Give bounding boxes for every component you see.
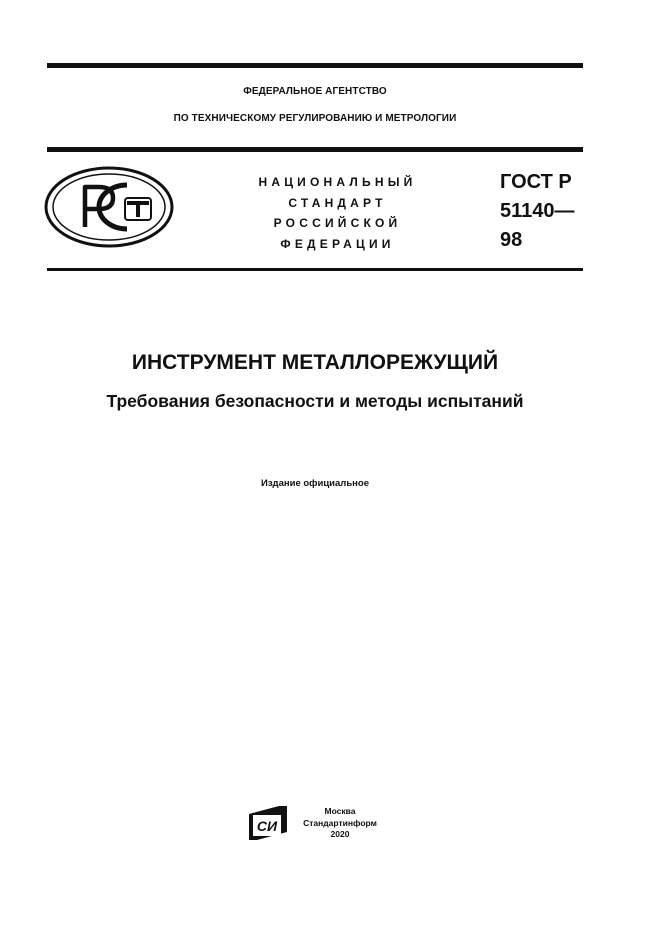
- top-rule: [47, 63, 583, 68]
- standard-designation: [500, 168, 575, 255]
- designation-line2: 51140—: [500, 200, 575, 222]
- agency-name-line2: ПО ТЕХНИЧЕСКОМУ РЕГУЛИРОВАНИЮ И МЕТРОЛОГИИ: [173, 113, 457, 124]
- standard-type-line4: ФЕДЕРАЦИИ: [280, 236, 395, 251]
- publisher-city: Москва: [324, 806, 356, 816]
- standard-type-line1: НАЦИОНАЛЬНЫЙ: [258, 175, 417, 189]
- svg-text:СИ: СИ: [256, 818, 278, 834]
- publisher-imprint: [295, 806, 385, 841]
- standard-type-line3: РОССИЙСКОЙ: [273, 216, 402, 230]
- standartinform-logo-icon: [249, 806, 287, 840]
- document-subtitle: Требования безопасности и методы испытаний: [106, 391, 524, 411]
- agency-name-line1: ФЕДЕРАЛЬНОЕ АГЕНТСТВО: [243, 86, 387, 97]
- standard-type-line2: СТАНДАРТ: [288, 195, 387, 210]
- edition-note: Издание официальное: [261, 478, 369, 489]
- designation-line3: 98: [500, 229, 523, 251]
- header-rule: [47, 147, 583, 152]
- publisher-name: Стандартинформ: [303, 817, 377, 828]
- document-title: ИНСТРУМЕНТ МЕТАЛЛОРЕЖУЩИЙ: [131, 351, 499, 374]
- rst-emblem-icon: [43, 165, 175, 249]
- publication-year: 2020: [330, 829, 350, 839]
- header-bottom-rule: [47, 268, 583, 271]
- designation-line1: ГОСТ Р: [500, 171, 572, 193]
- standard-type-block: [235, 172, 440, 254]
